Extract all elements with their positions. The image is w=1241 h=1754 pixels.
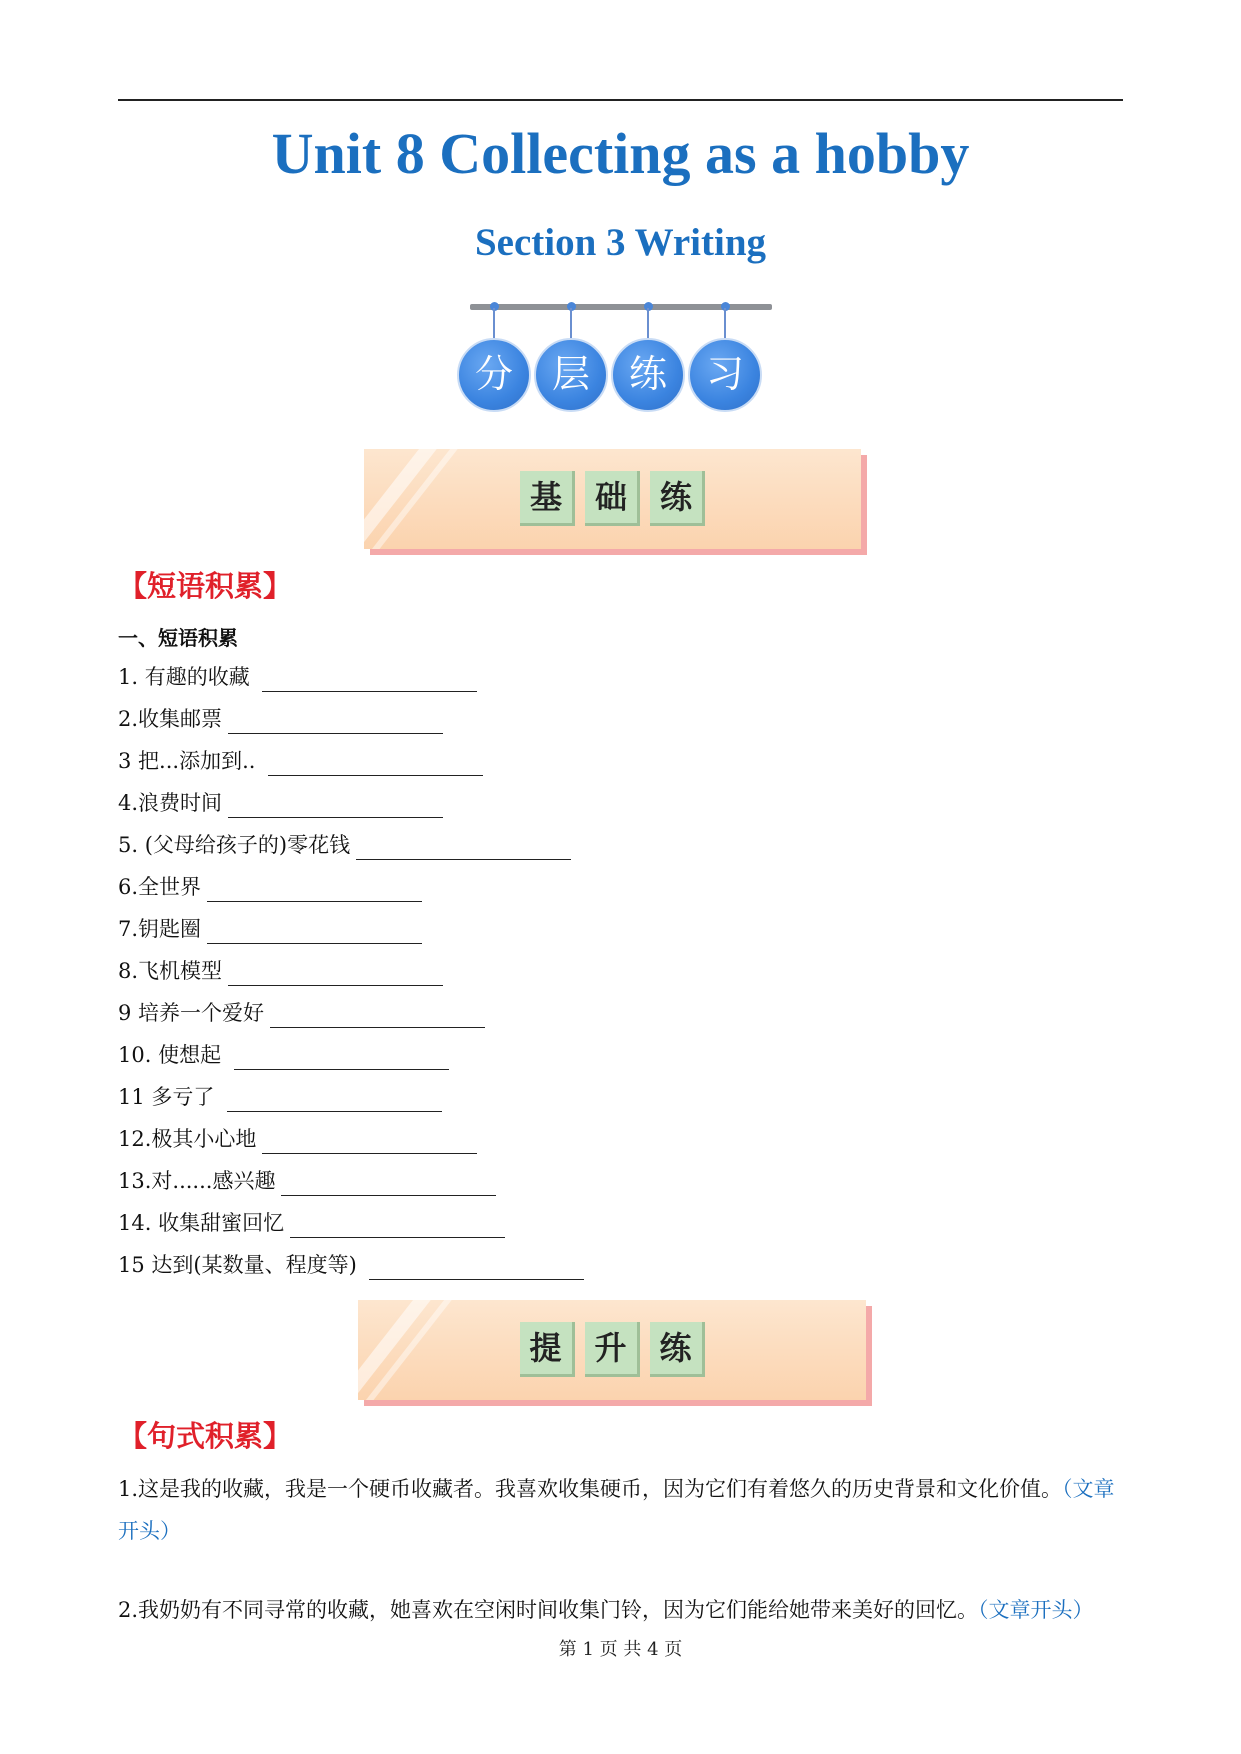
banner-tile: 练 — [650, 471, 705, 526]
item-number: 7. — [118, 917, 139, 941]
sentence-item — [118, 1468, 1123, 1552]
answer-blank[interactable] — [207, 921, 422, 944]
list-item — [118, 1250, 1018, 1292]
banner-body — [358, 1300, 866, 1400]
item-number: 12. — [118, 1127, 152, 1151]
sentence-note: （文章开头） — [118, 1477, 1115, 1543]
list-item — [118, 746, 1018, 788]
item-number: 5. — [118, 833, 139, 857]
item-number: 9 — [118, 1001, 132, 1025]
banner-tiles — [358, 1322, 866, 1377]
list-item — [118, 956, 1018, 998]
answer-blank[interactable] — [268, 753, 483, 776]
item-text: 收集邮票 — [138, 707, 223, 731]
banner-tile: 提 — [520, 1322, 575, 1377]
page-title: Unit 8 Collecting as a hobby — [271, 121, 970, 186]
list-item — [118, 830, 1018, 872]
answer-blank[interactable] — [227, 1089, 442, 1112]
answer-blank[interactable] — [270, 1005, 485, 1028]
item-text: 全世界 — [138, 875, 202, 899]
item-text: 浪费时间 — [138, 791, 223, 815]
list-item — [118, 872, 1018, 914]
banner-body — [364, 449, 861, 549]
list-item — [118, 1040, 1018, 1082]
sentence-note: （文章开头） — [978, 1598, 1094, 1622]
item-text: 钥匙圈 — [138, 917, 202, 941]
item-text: 飞机模型 — [138, 959, 223, 983]
item-text: 对......感兴趣 — [151, 1169, 276, 1193]
item-number: 3 — [118, 749, 132, 773]
answer-blank[interactable] — [228, 795, 443, 818]
list-item — [118, 998, 1018, 1040]
hanger-string — [647, 308, 649, 340]
item-number: 1. — [118, 665, 139, 689]
sentence-text: 1.这是我的收藏，我是一个硬币收藏者。我喜欢收集硬币，因为它们有着悠久的历史背景和文化价值。 — [118, 1477, 1063, 1501]
sentence-section-heading: 【句式积累】 — [118, 1419, 293, 1453]
banner-tile: 础 — [585, 471, 640, 526]
badge-circle: 层 — [534, 338, 608, 412]
item-text: 把...添加到.. — [131, 749, 263, 773]
sentence-item — [118, 1589, 1123, 1631]
item-number: 11 — [118, 1085, 145, 1109]
banner-tile: 基 — [520, 471, 575, 526]
list-item — [118, 704, 1018, 746]
page-subtitle: Section 3 Writing — [474, 221, 767, 264]
answer-blank[interactable] — [228, 711, 443, 734]
list-item — [118, 1166, 1018, 1208]
item-number: 4. — [118, 791, 139, 815]
hanging-badges — [450, 296, 790, 426]
answer-blank[interactable] — [262, 1131, 477, 1154]
page-footer: 第 1 页 共 4 页 — [558, 1639, 683, 1660]
banner-tile: 练 — [650, 1322, 705, 1377]
item-number: 2. — [118, 707, 139, 731]
item-text: 培养一个爱好 — [131, 1001, 265, 1025]
answer-blank[interactable] — [207, 879, 422, 902]
item-text: 达到(某数量、程度等) — [144, 1253, 364, 1277]
item-number: 15 — [118, 1253, 145, 1277]
item-text: 多亏了 — [144, 1085, 222, 1109]
phrase-list — [118, 662, 1018, 1292]
hanger-string — [493, 308, 495, 340]
basic-practice-banner — [364, 449, 861, 549]
answer-blank[interactable] — [369, 1257, 584, 1280]
item-text: 收集甜蜜回忆 — [151, 1211, 285, 1235]
item-number: 8. — [118, 959, 139, 983]
list-item — [118, 914, 1018, 956]
item-number: 10. — [118, 1043, 152, 1067]
list-item — [118, 1208, 1018, 1250]
item-text: (父母给孩子的)零花钱 — [138, 833, 351, 857]
item-text: 有趣的收藏 — [138, 665, 257, 689]
hanger-string — [724, 308, 726, 340]
answer-blank[interactable] — [281, 1173, 496, 1196]
answer-blank[interactable] — [290, 1215, 505, 1238]
answer-blank[interactable] — [234, 1047, 449, 1070]
list-item — [118, 1082, 1018, 1124]
list-item — [118, 1124, 1018, 1166]
answer-blank[interactable] — [356, 837, 571, 860]
top-rule — [118, 99, 1123, 101]
hanger-string — [570, 308, 572, 340]
phrase-part-title: 一、短语积累 — [118, 626, 238, 650]
advanced-practice-banner — [358, 1300, 866, 1400]
answer-blank[interactable] — [228, 963, 443, 986]
list-item — [118, 788, 1018, 830]
banner-tiles — [364, 471, 861, 526]
item-number: 14. — [118, 1211, 152, 1235]
badge-circle: 分 — [457, 338, 531, 412]
item-number: 6. — [118, 875, 139, 899]
phrase-section-heading: 【短语积累】 — [118, 569, 293, 603]
sentence-text: 2.我奶奶有不同寻常的收藏，她喜欢在空闲时间收集门铃，因为它们能给她带来美好的回忆。 — [118, 1598, 979, 1622]
answer-blank[interactable] — [262, 669, 477, 692]
banner-tile: 升 — [585, 1322, 640, 1377]
badge-circle: 习 — [688, 338, 762, 412]
item-text: 使想起 — [151, 1043, 228, 1067]
badge-circle: 练 — [611, 338, 685, 412]
item-number: 13. — [118, 1169, 152, 1193]
list-item — [118, 662, 1018, 704]
item-text: 极其小心地 — [151, 1127, 257, 1151]
